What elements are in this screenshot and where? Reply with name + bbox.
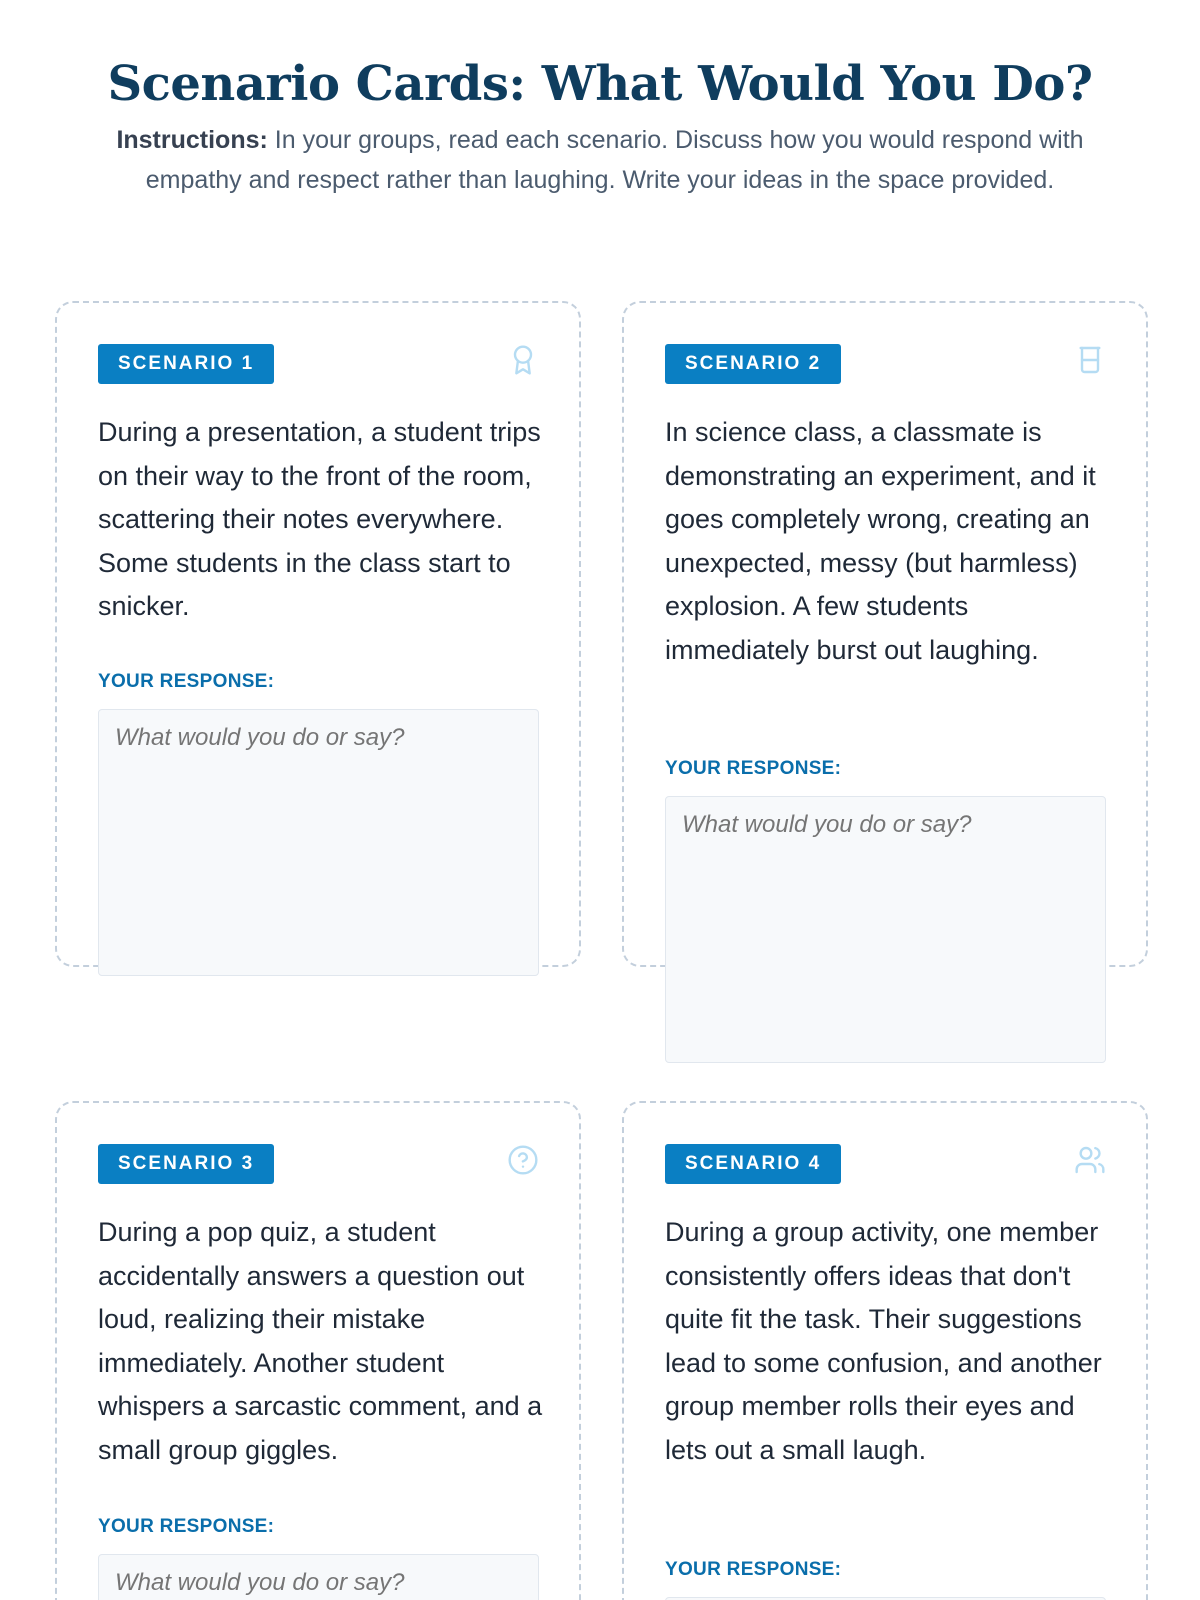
response-input[interactable]: [98, 1554, 539, 1600]
scenario-badge: SCENARIO 3: [98, 1144, 274, 1184]
response-label: YOUR RESPONSE:: [665, 1559, 842, 1580]
scenario-card-4: [622, 1101, 1148, 1600]
scenario-badge: SCENARIO 1: [98, 344, 274, 384]
response-label: YOUR RESPONSE:: [665, 758, 842, 779]
users-icon: [1074, 1144, 1106, 1176]
response-label: YOUR RESPONSE:: [98, 1516, 275, 1537]
scenario-text: During a pop quiz, a student accidentally answers a question out loud, realizing their mistake immediately. Another student whispers a sarcastic comment, and a small group giggles.: [98, 1217, 543, 1465]
scenario-card-3: [55, 1101, 581, 1600]
scenario-card-1: [55, 301, 581, 967]
beaker-icon: [1074, 344, 1106, 376]
page-header: [60, 48, 1140, 200]
scenario-badge: SCENARIO 2: [665, 344, 841, 384]
scenario-card-2: [622, 301, 1148, 967]
scenario-text: In science class, a classmate is demonstrating an experiment, and it goes completely wrong, creating an unexpected, messy (but harmless) explosion. A few students immediately burst out laughing.: [665, 417, 1096, 665]
instructions-label: Instructions:: [116, 126, 268, 154]
instructions-text: In your groups, read each scenario. Discuss how you would respond with empathy and respect rather than laughing. Write your ideas in the space provided.: [145, 126, 1084, 194]
scenario-text: During a group activity, one member consistently offers ideas that don't quite fit the task. Their suggestions lead to some confusion, and another group member rolls their eyes and lets out a small laugh.: [665, 1217, 1102, 1465]
award-ribbon-icon: [507, 344, 539, 376]
question-circle-icon: [507, 1144, 539, 1176]
scenario-badge: SCENARIO 4: [665, 1144, 841, 1184]
response-input[interactable]: [98, 709, 539, 976]
instructions: [80, 120, 1120, 200]
response-input[interactable]: [665, 796, 1106, 1063]
response-label: YOUR RESPONSE:: [98, 671, 275, 692]
scenario-text: During a presentation, a student trips on their way to the front of the room, scattering their notes everywhere. Some students in the class start to snicker.: [98, 417, 541, 621]
page-title: Scenario Cards: What Would You Do?: [107, 56, 1093, 112]
